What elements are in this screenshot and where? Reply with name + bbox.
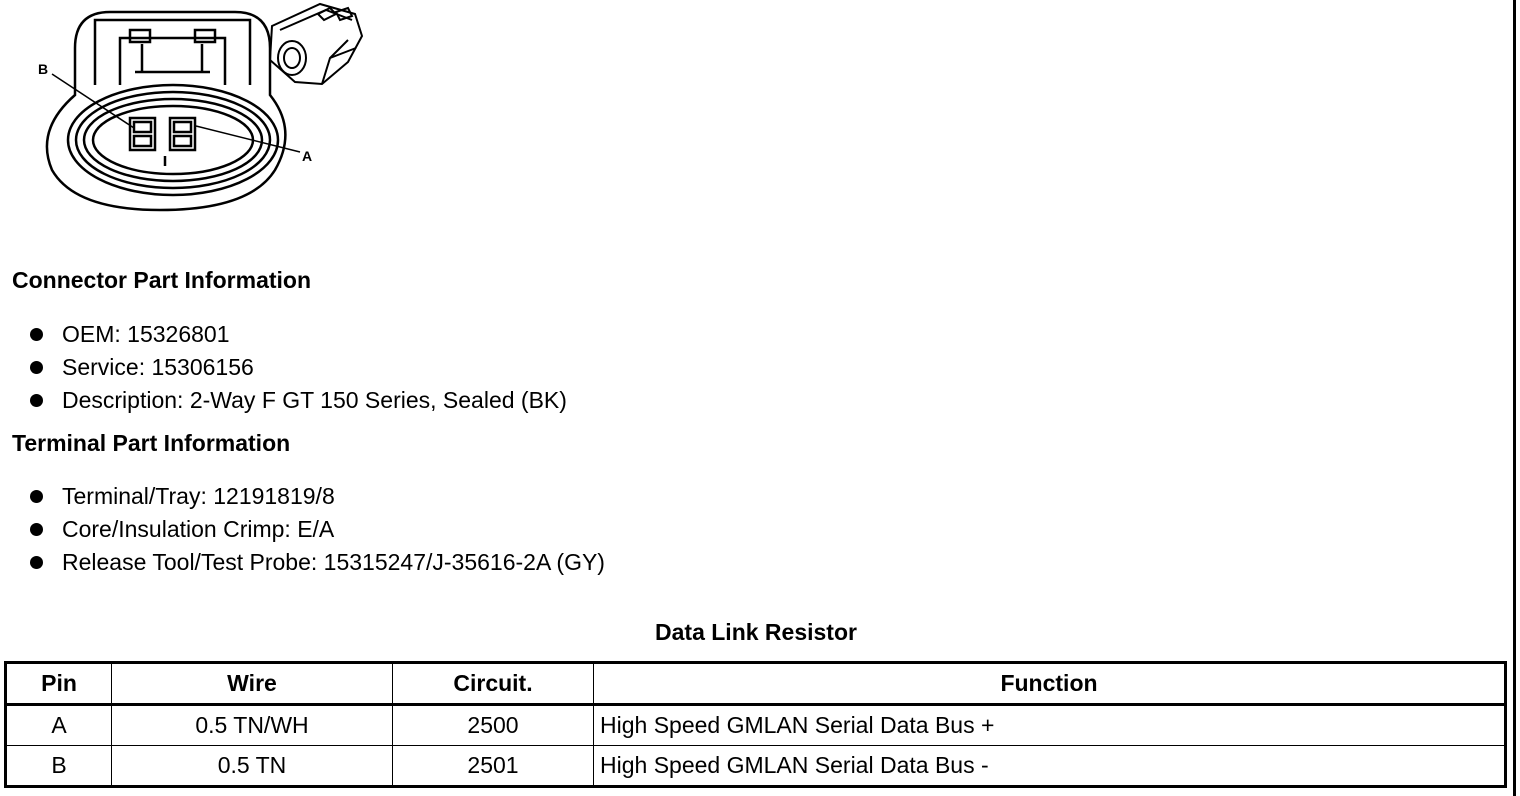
connector-part-info-list: [28, 318, 567, 417]
bullet-icon: [30, 523, 43, 536]
connector-diagram: [30, 0, 375, 220]
pin-cell: A: [6, 705, 112, 746]
callout-a-label: A: [302, 148, 313, 164]
connector-part-info-heading: Connector Part Information: [12, 267, 312, 293]
oem-part-number: OEM: 15326801: [62, 321, 230, 347]
list-item: [28, 513, 605, 546]
connector-description: Description: 2-Way F GT 150 Series, Sealed (BK): [62, 387, 567, 413]
bullet-icon: [30, 328, 43, 341]
function-cell: High Speed GMLAN Serial Data Bus +: [594, 705, 1506, 746]
table-title: Data Link Resistor: [655, 619, 857, 645]
function-cell: High Speed GMLAN Serial Data Bus -: [594, 746, 1506, 787]
terminal-part-info-list: [28, 480, 605, 579]
pin-cell: B: [6, 746, 112, 787]
column-header-circuit: Circuit.: [393, 663, 594, 705]
page-right-border: [1513, 0, 1516, 796]
bullet-icon: [30, 490, 43, 503]
table-row: [6, 705, 1506, 746]
column-header-function: Function: [594, 663, 1506, 705]
table-header-row: [6, 663, 1506, 705]
list-item: [28, 318, 567, 351]
circuit-cell: 2500: [393, 705, 594, 746]
terminal-cavity-b: [130, 118, 155, 150]
list-item: [28, 546, 605, 579]
column-header-pin: Pin: [6, 663, 112, 705]
list-item: [28, 384, 567, 417]
crimp-spec: Core/Insulation Crimp: E/A: [62, 516, 335, 542]
terminal-part-info-heading: Terminal Part Information: [12, 430, 291, 456]
column-header-wire: Wire: [112, 663, 393, 705]
bullet-icon: [30, 361, 43, 374]
bullet-icon: [30, 556, 43, 569]
circuit-cell: 2501: [393, 746, 594, 787]
release-tool: Release Tool/Test Probe: 15315247/J-35616-2A (GY): [62, 549, 605, 575]
list-item: [28, 480, 605, 513]
list-item: [28, 351, 567, 384]
table-row: [6, 746, 1506, 787]
callout-b-label: B: [38, 61, 49, 77]
wire-cell: 0.5 TN: [112, 746, 393, 787]
bullet-icon: [30, 394, 43, 407]
connector-latch: [95, 20, 250, 85]
connector-iso-view: [270, 4, 362, 84]
wire-cell: 0.5 TN/WH: [112, 705, 393, 746]
terminal-tray: Terminal/Tray: 12191819/8: [62, 483, 335, 509]
pinout-table: [4, 661, 1507, 788]
service-part-number: Service: 15306156: [62, 354, 254, 380]
terminal-cavity-a: [170, 118, 195, 150]
callout-b-leader: [52, 74, 134, 128]
